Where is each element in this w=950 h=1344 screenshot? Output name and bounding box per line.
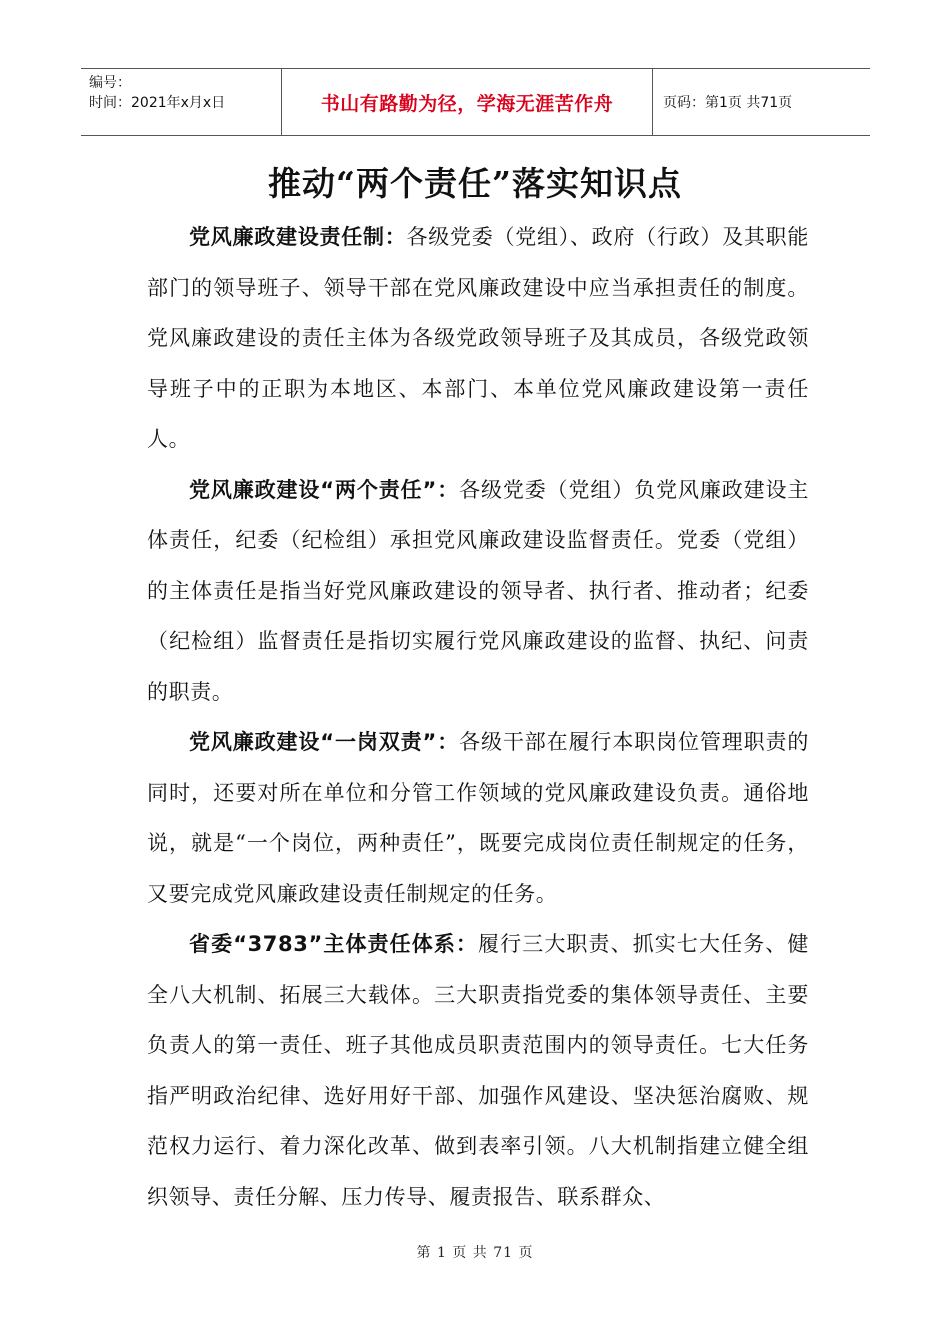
- paragraph-term: 省委“3783”主体责任体系：: [189, 932, 479, 956]
- document-title: 推动“两个责任”落实知识点: [268, 164, 682, 203]
- paragraph-text: 各级党委（党组）负党风廉政建设主体责任，纪委（纪检组）承担党风廉政建设监督责任。党委（党组）的主体责任是指当好党风廉政建设的领导者、执行者、推动者；纪委（纪检组）监督责任是指切实履行党风廉政建设的监督、执纪、问责的职责。: [147, 477, 810, 704]
- page-footer: 第 1 页 共 71 页: [416, 1245, 534, 1261]
- time-label: 时间：2021年x月x日: [89, 95, 226, 111]
- paragraph-responsibility-system: [147, 212, 809, 465]
- page-info: 页码：第1页 共71页: [663, 95, 793, 111]
- paragraph-text: 履行三大职责、抓实七大任务、健全八大机制、拓展三大载体。三大职责指党委的集体领导责任、主要负责人的第一责任、班子其他成员职责范围内的领导责任。七大任务指严明政治纪律、选好用好干部、加强作风建设、坚决惩治腐败、规范权力运行、着力深化改革、做到表率引领。八大机制指建立健全组织领导、责任分解、压力传导、履责报告、联系群众、: [147, 932, 809, 1209]
- paragraph-term: 党风廉政建设“一岗双责”：: [189, 730, 460, 754]
- paragraph-term: 党风廉政建设责任制：: [189, 225, 407, 249]
- paragraph-text: 各级干部在履行本职岗位管理职责的同时，还要对所在单位和分管工作领域的党风廉政建设负责。通俗地说，就是“一个岗位，两种责任”，既要完成岗位责任制规定的任务，又要完成党风廉政建设责任制规定的任务。: [147, 730, 810, 906]
- paragraph-term: 党风廉政建设“两个责任”：: [189, 477, 460, 502]
- code-label: 编号：: [89, 75, 131, 91]
- paragraph-two-responsibilities: [147, 465, 809, 718]
- header-table: [81, 68, 870, 136]
- paragraph-3783-system: [147, 919, 809, 1222]
- header-meta: [81, 69, 281, 135]
- paragraph-one-post-two-duties: [147, 717, 809, 919]
- motto: 书山有路勤为径，学海无涯苦作舟: [281, 69, 653, 135]
- paragraph-text: 各级党委（党组）、政府（行政）及其职能部门的领导班子、领导干部在党风廉政建设中应当承担责任的制度。党风廉政建设的责任主体为各级党政领导班子及其成员，各级党政领导班子中的正职为本地区、本部门、本单位党风廉政建设第一责任人。: [147, 225, 809, 451]
- document-body: [147, 212, 809, 1222]
